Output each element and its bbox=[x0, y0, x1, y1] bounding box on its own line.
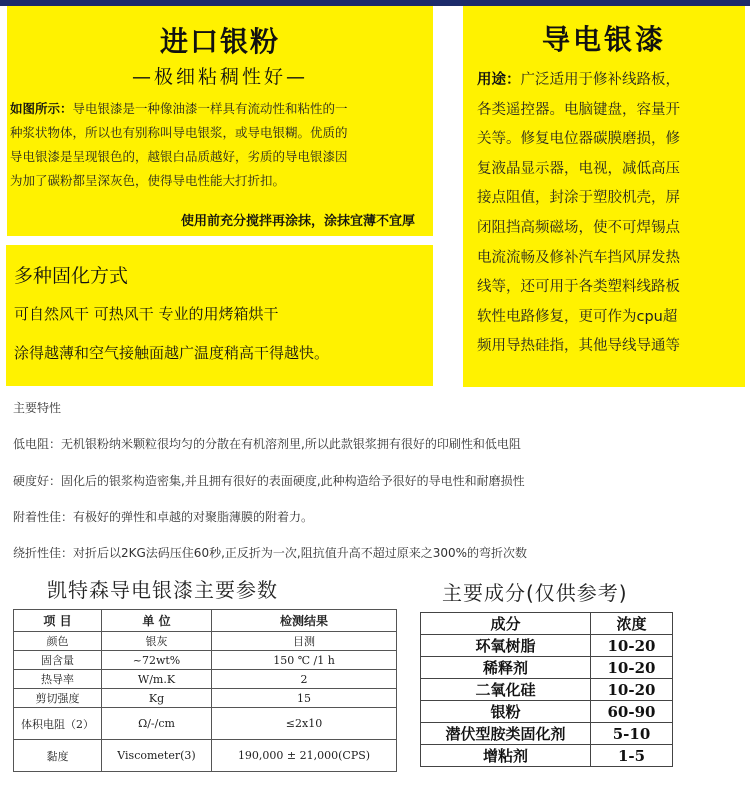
usage-description bbox=[477, 66, 739, 362]
usage-line: 软性电路修复，更可作为cpu超 bbox=[477, 308, 678, 325]
table-cell: 稀释剂 bbox=[421, 657, 591, 679]
table-row bbox=[14, 740, 397, 772]
params-table bbox=[13, 609, 397, 772]
description-label: 如图所示： bbox=[10, 101, 73, 116]
composition-table bbox=[420, 612, 673, 767]
feature-item: 绕折性佳：对折后以2KG法码压住60秒,正反折为一次,阻抗值升高不超过原来之300%的弯折次数 bbox=[13, 546, 528, 560]
table-row bbox=[421, 635, 673, 657]
table-cell: 热导率 bbox=[14, 670, 102, 689]
imported-silver-powder-panel bbox=[7, 6, 433, 236]
column-header: 浓度 bbox=[591, 613, 673, 635]
table-row bbox=[14, 708, 397, 740]
table-cell: Viscometer(3) bbox=[102, 740, 212, 772]
table-cell: Ω/-/cm bbox=[102, 708, 212, 740]
features-title: 主要特性 bbox=[13, 401, 62, 415]
table-cell: W/m.K bbox=[102, 670, 212, 689]
table-cell: 二氧化硅 bbox=[421, 679, 591, 701]
usage-line: 各类遥控器。电脑键盘，容量开 bbox=[477, 101, 680, 118]
panel1-title: 进口银粉 bbox=[159, 25, 280, 58]
table-cell: 10-20 bbox=[591, 635, 673, 657]
usage-line: 复液晶显示器，电视，减低高压 bbox=[477, 160, 680, 177]
table-cell: 2 bbox=[212, 670, 397, 689]
params-title: 凯特森导电银漆主要参数 bbox=[47, 578, 278, 602]
table-cell: 150 ℃ /1 h bbox=[212, 651, 397, 670]
feature-item: 低电阻：无机银粉纳米颗粒很均匀的分散在有机溶剂里,所以此款银浆拥有很好的印刷性和低电阻 bbox=[13, 437, 521, 451]
table-row bbox=[421, 657, 673, 679]
usage-label: 用途： bbox=[477, 72, 521, 88]
description-line: 导电银漆是一种像油漆一样具有流动性和粘性的一 bbox=[72, 101, 348, 116]
table-row bbox=[14, 670, 397, 689]
curing-line-1: 可自然风干 可热风干 专业的用烤箱烘干 bbox=[14, 305, 279, 323]
table-cell: 银粉 bbox=[421, 701, 591, 723]
table-cell: Kg bbox=[102, 689, 212, 708]
table-cell: 银灰 bbox=[102, 632, 212, 651]
column-header: 单 位 bbox=[102, 610, 212, 632]
usage-line: 频用导热硅指，其他导线导通等 bbox=[477, 338, 680, 355]
feature-item: 附着性佳：有极好的弹性和卓越的对聚脂薄膜的附着力。 bbox=[13, 510, 314, 524]
curing-methods-panel bbox=[6, 245, 433, 386]
table-cell: 体积电阻（2） bbox=[14, 708, 102, 740]
table-header-row bbox=[14, 610, 397, 632]
table-cell: ~72wt% bbox=[102, 651, 212, 670]
table-cell: 固含量 bbox=[14, 651, 102, 670]
table-row bbox=[14, 689, 397, 708]
table-cell: 潜伏型胺类固化剂 bbox=[421, 723, 591, 745]
table-cell: 颜色 bbox=[14, 632, 102, 651]
table-header-row bbox=[421, 613, 673, 635]
usage-line: 关等。修复电位器碳膜磨损，修 bbox=[477, 131, 680, 148]
column-header: 成分 bbox=[421, 613, 591, 635]
table-cell: 10-20 bbox=[591, 679, 673, 701]
table-cell: 10-20 bbox=[591, 657, 673, 679]
panel2-title: 多种固化方式 bbox=[14, 265, 129, 287]
table-row bbox=[421, 723, 673, 745]
table-cell: 5-10 bbox=[591, 723, 673, 745]
table-row bbox=[14, 651, 397, 670]
feature-item: 硬度好：固化后的银浆构造密集,并且拥有很好的表面硬度,此种构造给予很好的导电性和耐磨损性 bbox=[13, 474, 525, 488]
usage-line: 广泛适用于修补线路板， bbox=[520, 72, 680, 88]
table-row bbox=[421, 745, 673, 767]
usage-line: 线等，还可用于各类塑料线路板 bbox=[477, 279, 680, 296]
table-cell: 60-90 bbox=[591, 701, 673, 723]
table-row bbox=[421, 701, 673, 723]
usage-line: 接点阻值，封涂于塑胶机壳，屏 bbox=[477, 190, 680, 207]
usage-tip: 使用前充分搅拌再涂抹，涂抹宜薄不宜厚 bbox=[180, 214, 415, 229]
table-cell: 剪切强度 bbox=[14, 689, 102, 708]
table-row bbox=[14, 632, 397, 651]
table-cell: 15 bbox=[212, 689, 397, 708]
table-cell: 目测 bbox=[212, 632, 397, 651]
column-header: 项 目 bbox=[14, 610, 102, 632]
description-line: 种浆状物体，所以也有别称叫导电银浆，或导电银糊。优质的 bbox=[10, 125, 348, 140]
description-line: 为加了碳粉都呈深灰色，使得导电性能大打折扣。 bbox=[10, 173, 286, 188]
description-line: 导电银漆是呈现银色的，越银白品质越好，劣质的导电银漆因 bbox=[10, 149, 348, 164]
table-cell: 环氧树脂 bbox=[421, 635, 591, 657]
table-cell: 190,000 ± 21,000(CPS) bbox=[212, 740, 397, 772]
table-cell: ≤2x10 bbox=[212, 708, 397, 740]
table-cell: 1-5 bbox=[591, 745, 673, 767]
table-cell: 黏度 bbox=[14, 740, 102, 772]
column-header: 检测结果 bbox=[212, 610, 397, 632]
table-cell: 增粘剂 bbox=[421, 745, 591, 767]
table-row bbox=[421, 679, 673, 701]
usage-line: 电流流畅及修补汽车挡风屏发热 bbox=[477, 249, 680, 266]
composition-title: 主要成分(仅供参考) bbox=[442, 581, 628, 605]
curing-line-2: 涂得越薄和空气接触面越广温度稍高干得越快。 bbox=[14, 344, 330, 362]
panel1-subtitle: —极细粘稠性好— bbox=[131, 66, 308, 88]
conductive-silver-paint-panel bbox=[463, 6, 745, 387]
panel3-title: 导电银漆 bbox=[541, 23, 666, 56]
usage-line: 闭阻挡高频磁场，使不可焊锡点 bbox=[477, 219, 680, 236]
panel1-description bbox=[10, 97, 430, 193]
